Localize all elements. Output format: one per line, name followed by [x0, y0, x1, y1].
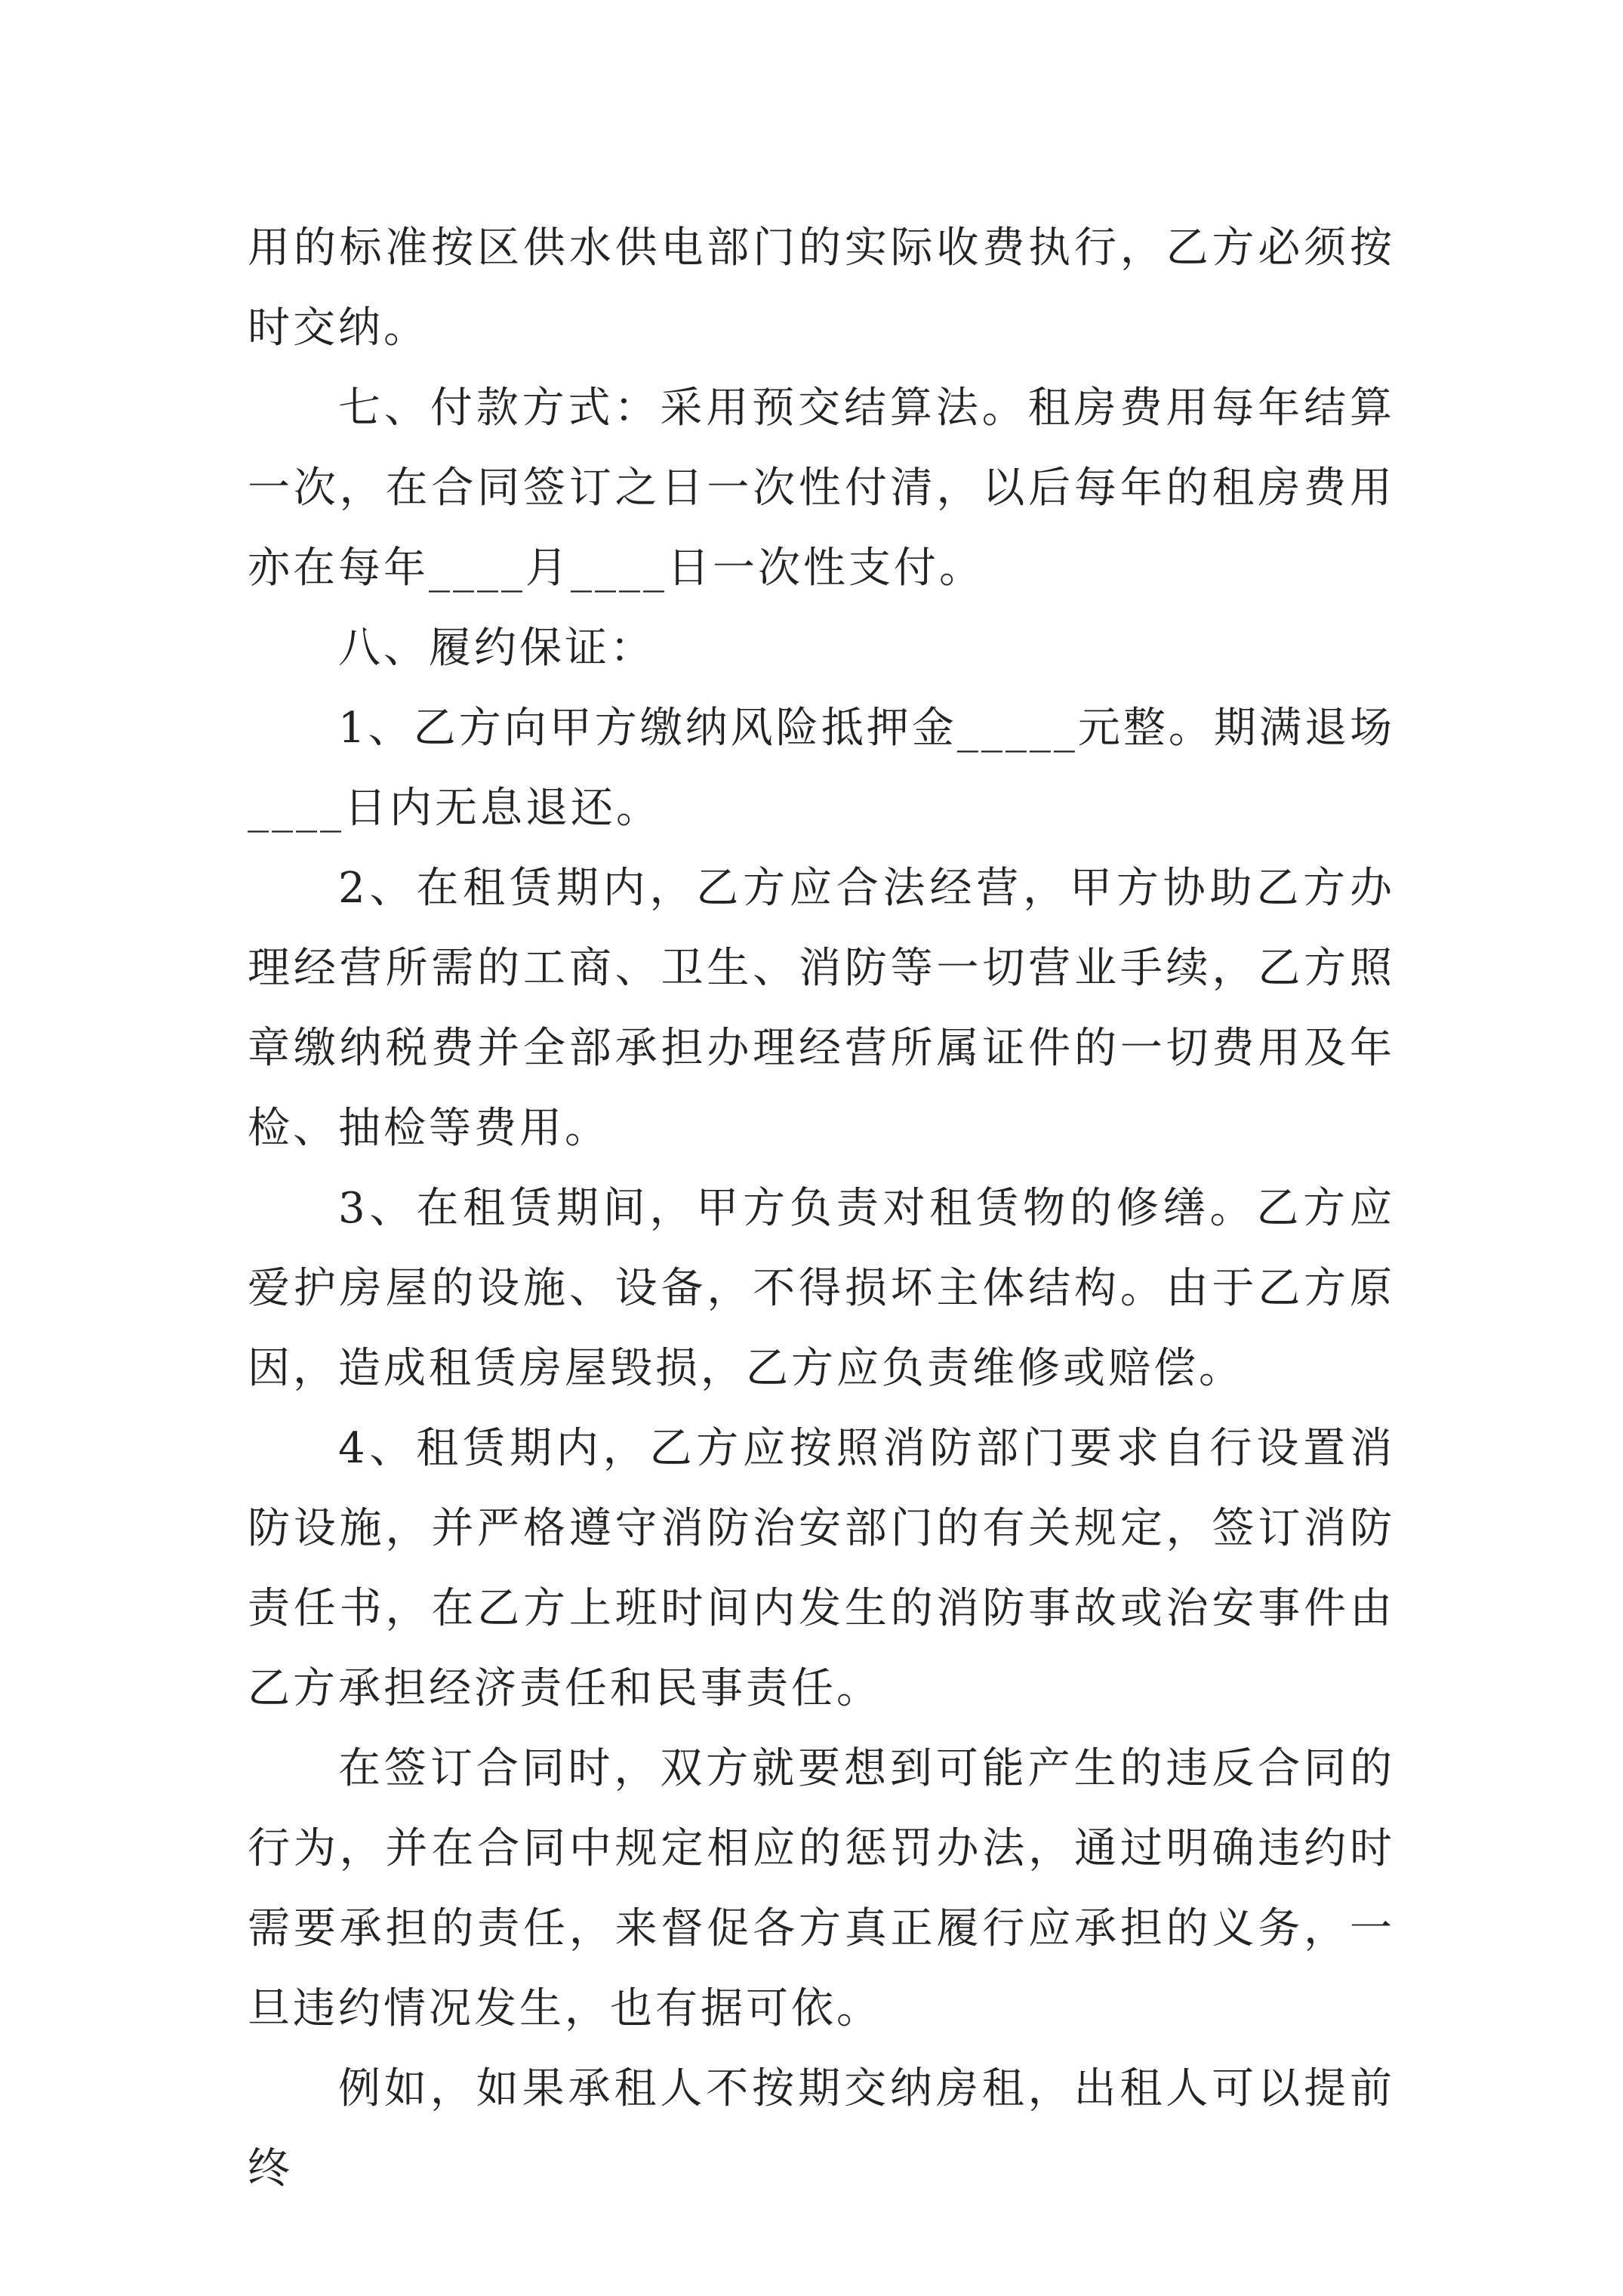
paragraph-clause-2-legal-operation: 2、在租赁期内，乙方应合法经营，甲方协助乙方办理经营所需的工商、卫生、消防等一切营业手续，乙方照章缴纳税费并全部承担办理经营所属证件的一切费用及年检、抽检等费用。: [248, 864, 1395, 1153]
paragraph-clause-4-fire-safety: 4、租赁期内，乙方应按照消防部门要求自行设置消防设施，并严格遵守消防治安部门的有关规定，签订消防责任书，在乙方上班时间内发生的消防事故或治安事件由乙方承担经济责任和民事责任。: [248, 1424, 1395, 1713]
paragraph-example-rent: 例如，如果承租人不按期交纳房租，出租人可以提前终: [248, 2064, 1395, 2193]
paragraph-payment-method: 七、付款方式：采用预交结算法。租房费用每年结算一次，在合同签订之日一次性付清，以后每年的租房费用亦在每年____月____日一次性支付。: [248, 384, 1395, 593]
paragraph-performance-guarantee-heading: 八、履约保证：: [338, 624, 655, 673]
paragraph-clause-3-repairs: 3、在租赁期间，甲方负责对租赁物的修缮。乙方应爱护房屋的设施、设备，不得损坏主体结构。由于乙方原因，造成租赁房屋毁损，乙方应负责维修或赔偿。: [248, 1184, 1395, 1393]
paragraph-clause-1-deposit: 1、乙方向甲方缴纳风险抵押金_____元整。期满退场____日内无息退还。: [248, 704, 1395, 833]
paragraph-breach-liability: 在签订合同时，双方就要想到可能产生的违反合同的行为，并在合同中规定相应的惩罚办法，通过明确违约时需要承担的责任，来督促各方真正履行应承担的义务，一旦违约情况发生，也有据可依。: [248, 1744, 1395, 2033]
document-body: [248, 208, 1395, 2209]
paragraph-utility-fees-continued: 用的标准按区供水供电部门的实际收费执行，乙方必须按时交纳。: [248, 223, 1395, 353]
